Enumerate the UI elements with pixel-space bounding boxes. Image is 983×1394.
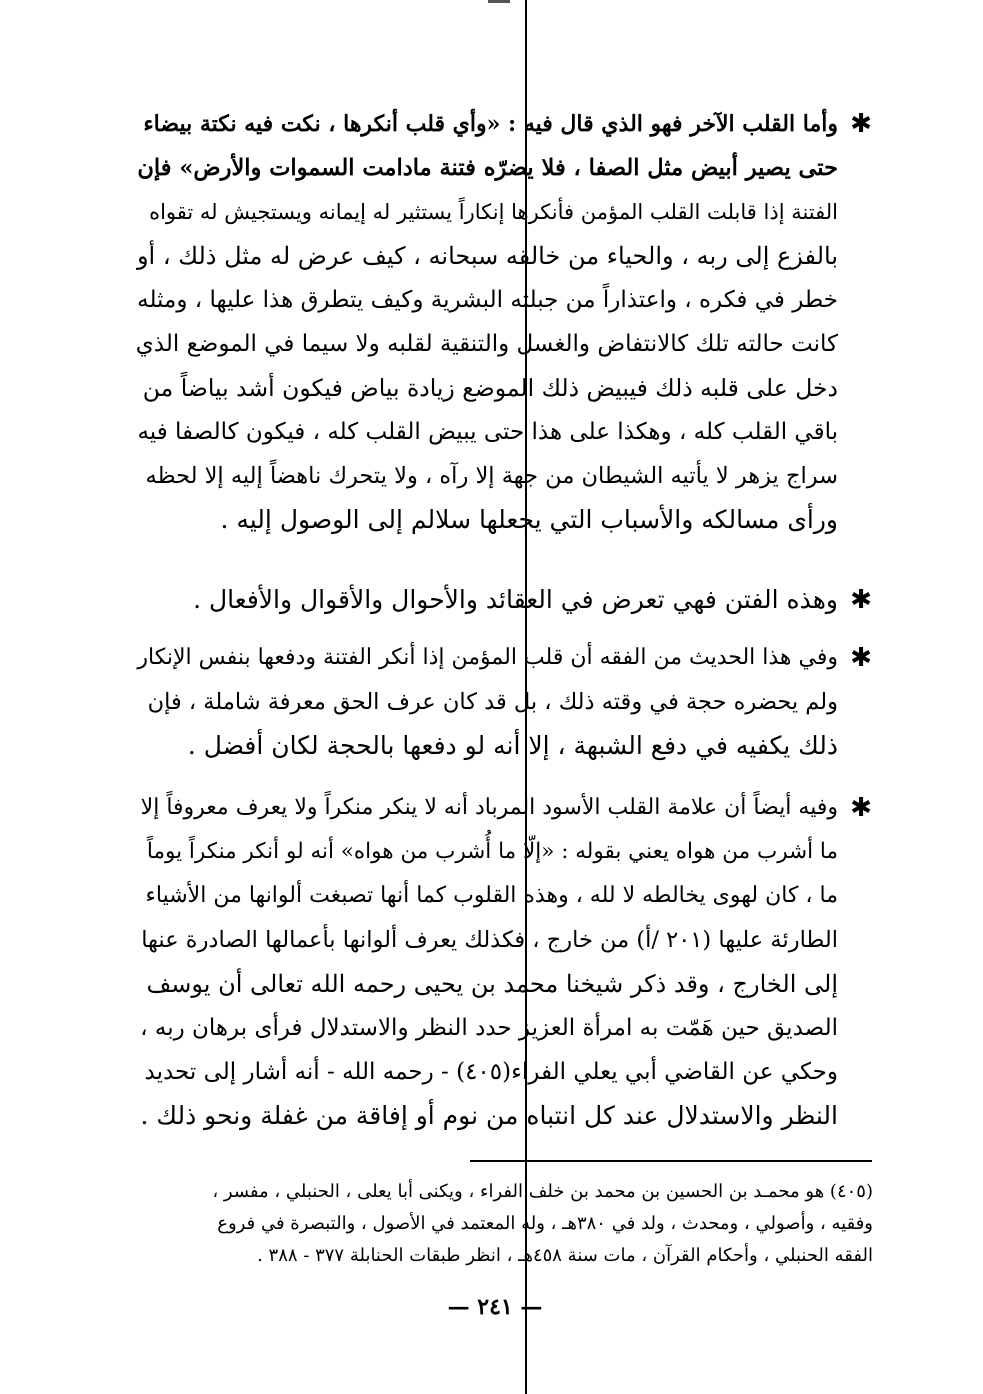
footnote-line: وفقيه ، وأصولي ، ومحدث ، ولد في ٣٨٠هـ ، وله المعتمد في الأصول ، والتبصرة في فروع <box>217 1213 873 1234</box>
text-line: وأما القلب الآخر فهو الذي قال فيه : «وأي قلب أنكرها ، نكت فيه نكتة بيضاء <box>143 111 838 137</box>
text-line: وهذه الفتن فهي تعرض في العقائد والأحوال والأقوال والأفعال . <box>193 585 838 614</box>
paragraph-1 <box>135 102 838 542</box>
footnote-line: (٤٠٥) هو محمـد بن الحسين بن محمد بن خلف الفراء ، ويكنى أبا يعلى ، الحنبلي ، مفسر ، <box>212 1181 873 1202</box>
text-line: ولم يحضره حجة في وقته ذلك ، بل قد كان عرف الحق معرفة شاملة ، فإن <box>147 689 838 715</box>
bullet-star: ✱ <box>850 793 872 823</box>
page-number: — ٢٤١ — <box>447 1294 543 1320</box>
footnote-separator <box>470 1160 872 1162</box>
text-line: وحكي عن القاضي أبي يعلي الفراء(٤٠٥) - رحمه الله - أنه أشار إلى تحديد <box>144 1059 838 1085</box>
paragraph-2 <box>135 578 838 622</box>
text-line: بالفزع إلى ربه ، والحياء من خالقه سبحانه ، كيف عرض له مثل ذلك ، أو <box>136 242 838 270</box>
bullet-star: ✱ <box>850 585 872 615</box>
footnote <box>118 1176 873 1272</box>
paragraph-4 <box>135 786 838 1138</box>
text-line: باقي القلب كله ، وهكذا على هذا حتى يبيض القلب كله ، فيكون كالصفا فيه <box>137 419 838 445</box>
bullet-star: ✱ <box>850 109 872 139</box>
paragraph-3 <box>135 636 838 768</box>
text-line: ورأى مسالكه والأسباب التي يجعلها سلالم إلى الوصول إليه . <box>220 505 838 534</box>
bullet-star: ✱ <box>850 643 872 673</box>
text-line: حتى يصير أبيض مثل الصفا ، فلا يضرّه فتنة مادامت السموات والأرض» فإن <box>137 155 838 181</box>
text-line: وفيه أيضاً أن علامة القلب الأسود المرباد أنه لا ينكر منكراً ولا يعرف معروفاً إلا <box>140 795 838 820</box>
top-scan-mark <box>488 0 510 3</box>
text-line: سراج يزهر لا يأتيه الشيطان من جهة إلا رآه ، ولا يتحرك ناهضاً إليه إلا لحظه <box>145 463 838 489</box>
text-line: ذلك يكفيه في دفع الشبهة ، إلا أنه لو دفعها بالحجة لكان أفضل . <box>187 731 838 760</box>
text-line: الفتنة إذا قابلت القلب المؤمن فأنكرها إنكاراً يستثير له إيمانه ويستجيش له تقواه <box>149 200 838 224</box>
text-line: دخل على قلبه ذلك فيبيض ذلك الموضع زيادة بياض فيكون أشد بياضاً من <box>142 374 838 402</box>
text-line: إلى الخارج ، وقد ذكر شيخنا محمد بن يحيى رحمه الله تعالى أن يوسف <box>146 970 838 998</box>
text-line: الصديق حين هَمّت به امرأة العزيز حدد النظر والاستدلال فرأى برهان ربه ، <box>140 1015 838 1041</box>
text-line: خطر في فكره ، واعتذاراً من جبلته البشرية وكيف يتطرق هذا عليها ، ومثله <box>137 287 838 313</box>
text-line: الطارئة عليها (٢٠١ /أ) من خارج ، فكذلك يعرف ألوانها بأعمالها الصادرة عنها <box>141 927 838 953</box>
text-line: كانت حالته تلك كالانتفاض والغسل والتنقية لقلبه ولا سيما في الموضع الذي <box>135 331 838 357</box>
footnote-line: الفقه الحنبلي ، وأحكام القرآن ، مات سنة ٤٥٨هـ ، انظر طبقات الحنابلة ٣٧٧ - ٣٨٨ . <box>257 1245 873 1266</box>
text-line: وفي هذا الحديث من الفقه أن قلب المؤمن إذا أنكر الفتنة ودفعها بنفس الإنكار <box>137 645 838 670</box>
text-line: ما ، كان لهوى يخالطه لا لله ، وهذه القلوب كما أنها تصبغت ألوانها من الأشياء <box>145 883 838 908</box>
text-line: النظر والاستدلال عند كل انتباه من نوم أو إفاقة من غفلة ونحو ذلك . <box>140 1101 838 1130</box>
text-line: ما أشرب من هواه يعني بقوله : «إلّا ما أُشرب من هواه» أنه لو أنكر منكراً يوماً <box>146 839 838 864</box>
